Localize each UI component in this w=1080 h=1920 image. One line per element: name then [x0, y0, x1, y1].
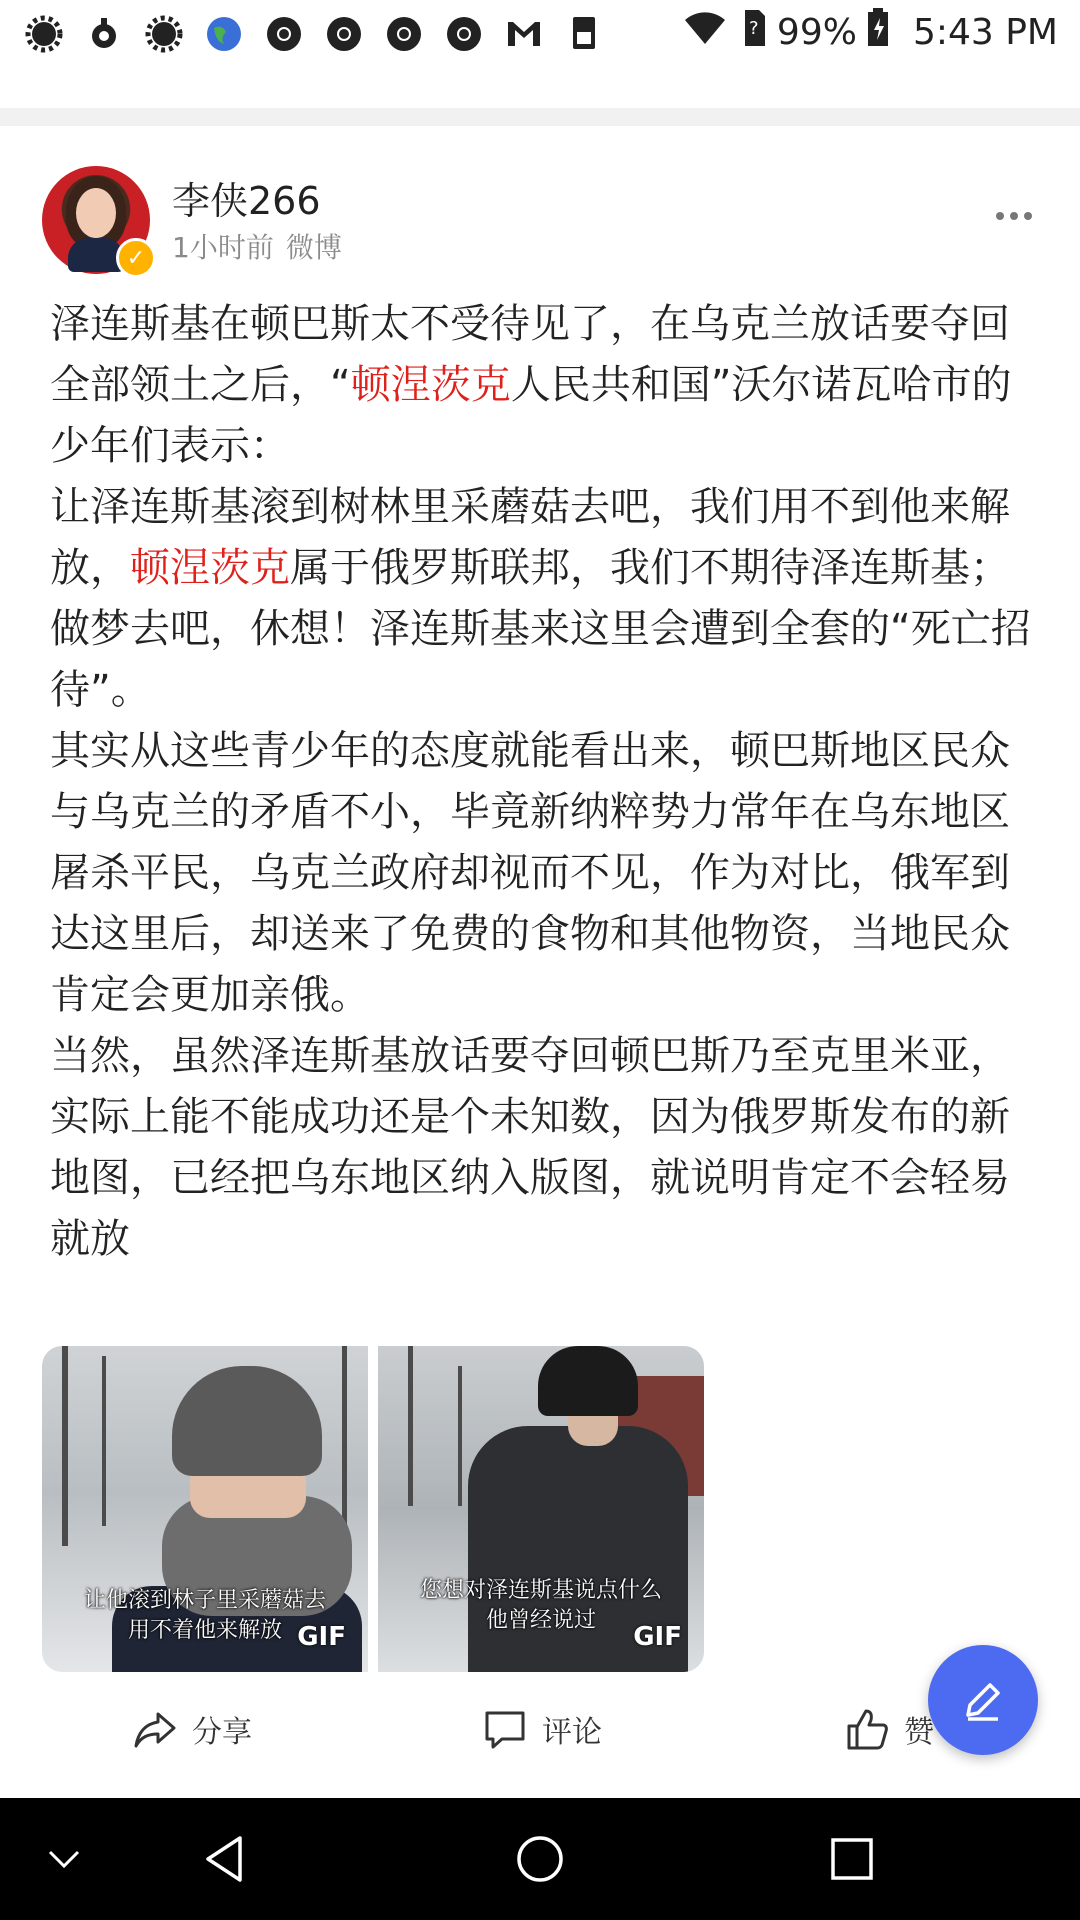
location-icon	[82, 12, 126, 56]
media-caption: 您想对泽连斯基说点什么	[419, 1578, 662, 1603]
compose-button[interactable]	[928, 1645, 1038, 1755]
comment-label: 评论	[542, 1715, 602, 1750]
highlight-link[interactable]: 顿涅茨克	[130, 545, 290, 591]
verified-badge-icon: ✓	[116, 238, 156, 278]
highlight-link[interactable]: 顿涅茨克	[350, 362, 511, 408]
post-time: 1小时前	[172, 231, 274, 264]
chrome-icon	[322, 12, 366, 56]
gif-badge: GIF	[297, 1622, 346, 1652]
media-caption: 用不着他来解放	[127, 1618, 282, 1643]
comment-icon	[482, 1706, 528, 1752]
comment-button[interactable]	[482, 1706, 602, 1752]
status-bar	[0, 0, 1080, 64]
sim-app-icon	[562, 12, 606, 56]
text-segment: 当然，虽然泽连斯基放话要夺回顿巴斯乃至克里米亚，实际上能不能成功还是个未知数，因为俄罗斯发布的新地图，已经把乌东地区纳入版图，就说明肯定不会轻易就放	[50, 1033, 1010, 1262]
status-right	[683, 8, 1058, 57]
more-options-icon[interactable]	[996, 208, 1036, 224]
media-caption: 让他滚到林子里采蘑菇去	[83, 1588, 326, 1613]
share-button[interactable]	[132, 1706, 252, 1752]
thumbs-up-icon	[844, 1706, 890, 1752]
clock: 5:43 PM	[912, 12, 1058, 53]
paragraph	[50, 294, 1040, 477]
gmail-icon	[502, 12, 546, 56]
wifi-icon	[683, 10, 727, 55]
paragraph	[50, 599, 1040, 721]
post-content	[50, 294, 1040, 1270]
like-button[interactable]	[844, 1706, 934, 1752]
feed-divider	[0, 108, 1080, 126]
paragraph	[50, 721, 1040, 1026]
paragraph	[50, 477, 1040, 599]
chrome-icon	[262, 12, 306, 56]
settings-gear-icon	[142, 12, 186, 56]
settings-gear-icon	[22, 12, 66, 56]
globe-icon	[202, 12, 246, 56]
text-segment: 泽连斯基在顿巴斯太不受待见了，在乌克兰放话要夺回全部领土之后，“	[50, 301, 1010, 408]
paragraph	[50, 1026, 1040, 1270]
back-icon[interactable]	[196, 1834, 256, 1884]
svg-text:?: ?	[748, 18, 759, 39]
previous-post-remnant	[0, 64, 1080, 108]
share-icon	[132, 1706, 178, 1752]
share-label: 分享	[192, 1715, 252, 1750]
chrome-icon	[382, 12, 426, 56]
text-segment: 让泽连斯基滚到树林里采蘑菇去吧，我们用不到他来解放，	[50, 484, 1010, 591]
text-segment: 属于俄罗斯联邦，我们不期待泽连斯基；	[290, 545, 1010, 591]
notification-icons	[22, 12, 606, 56]
home-icon[interactable]	[510, 1834, 570, 1884]
battery-percent: 99%	[776, 12, 857, 53]
battery-icon	[867, 8, 889, 57]
media-caption: 他曾经说过	[485, 1608, 596, 1633]
text-segment: 人民共和国”沃尔诺瓦哈市的少年们表示：	[50, 362, 1012, 469]
navigation-bar	[0, 1798, 1080, 1920]
media-gif-1[interactable]	[42, 1346, 368, 1672]
text-segment: 做梦去吧，休想！泽连斯基来这里会遭到全套的“死亡招待”。	[50, 606, 1031, 713]
text-segment: 其实从这些青少年的态度就能看出来，顿巴斯地区民众与乌克兰的矛盾不小，毕竟新纳粹势力常年在乌东地区屠杀平民，乌克兰政府却视而不见，作为对比，俄军到达这里后，却送来了免费的食物和其他物资，当地民众肯定会更加亲俄。	[50, 728, 1010, 1018]
action-bar	[0, 1692, 1080, 1772]
post-meta	[172, 226, 342, 266]
post-source: 微博	[285, 231, 342, 264]
recents-icon[interactable]	[822, 1834, 882, 1884]
chevron-down-icon[interactable]	[34, 1834, 94, 1884]
chrome-icon	[442, 12, 486, 56]
username[interactable]: 李侠266	[172, 179, 321, 223]
media-gif-2[interactable]	[378, 1346, 704, 1672]
pencil-icon	[958, 1675, 1008, 1725]
no-sim-icon	[737, 8, 767, 57]
gif-badge: GIF	[633, 1622, 682, 1652]
like-label: 赞	[904, 1715, 934, 1750]
